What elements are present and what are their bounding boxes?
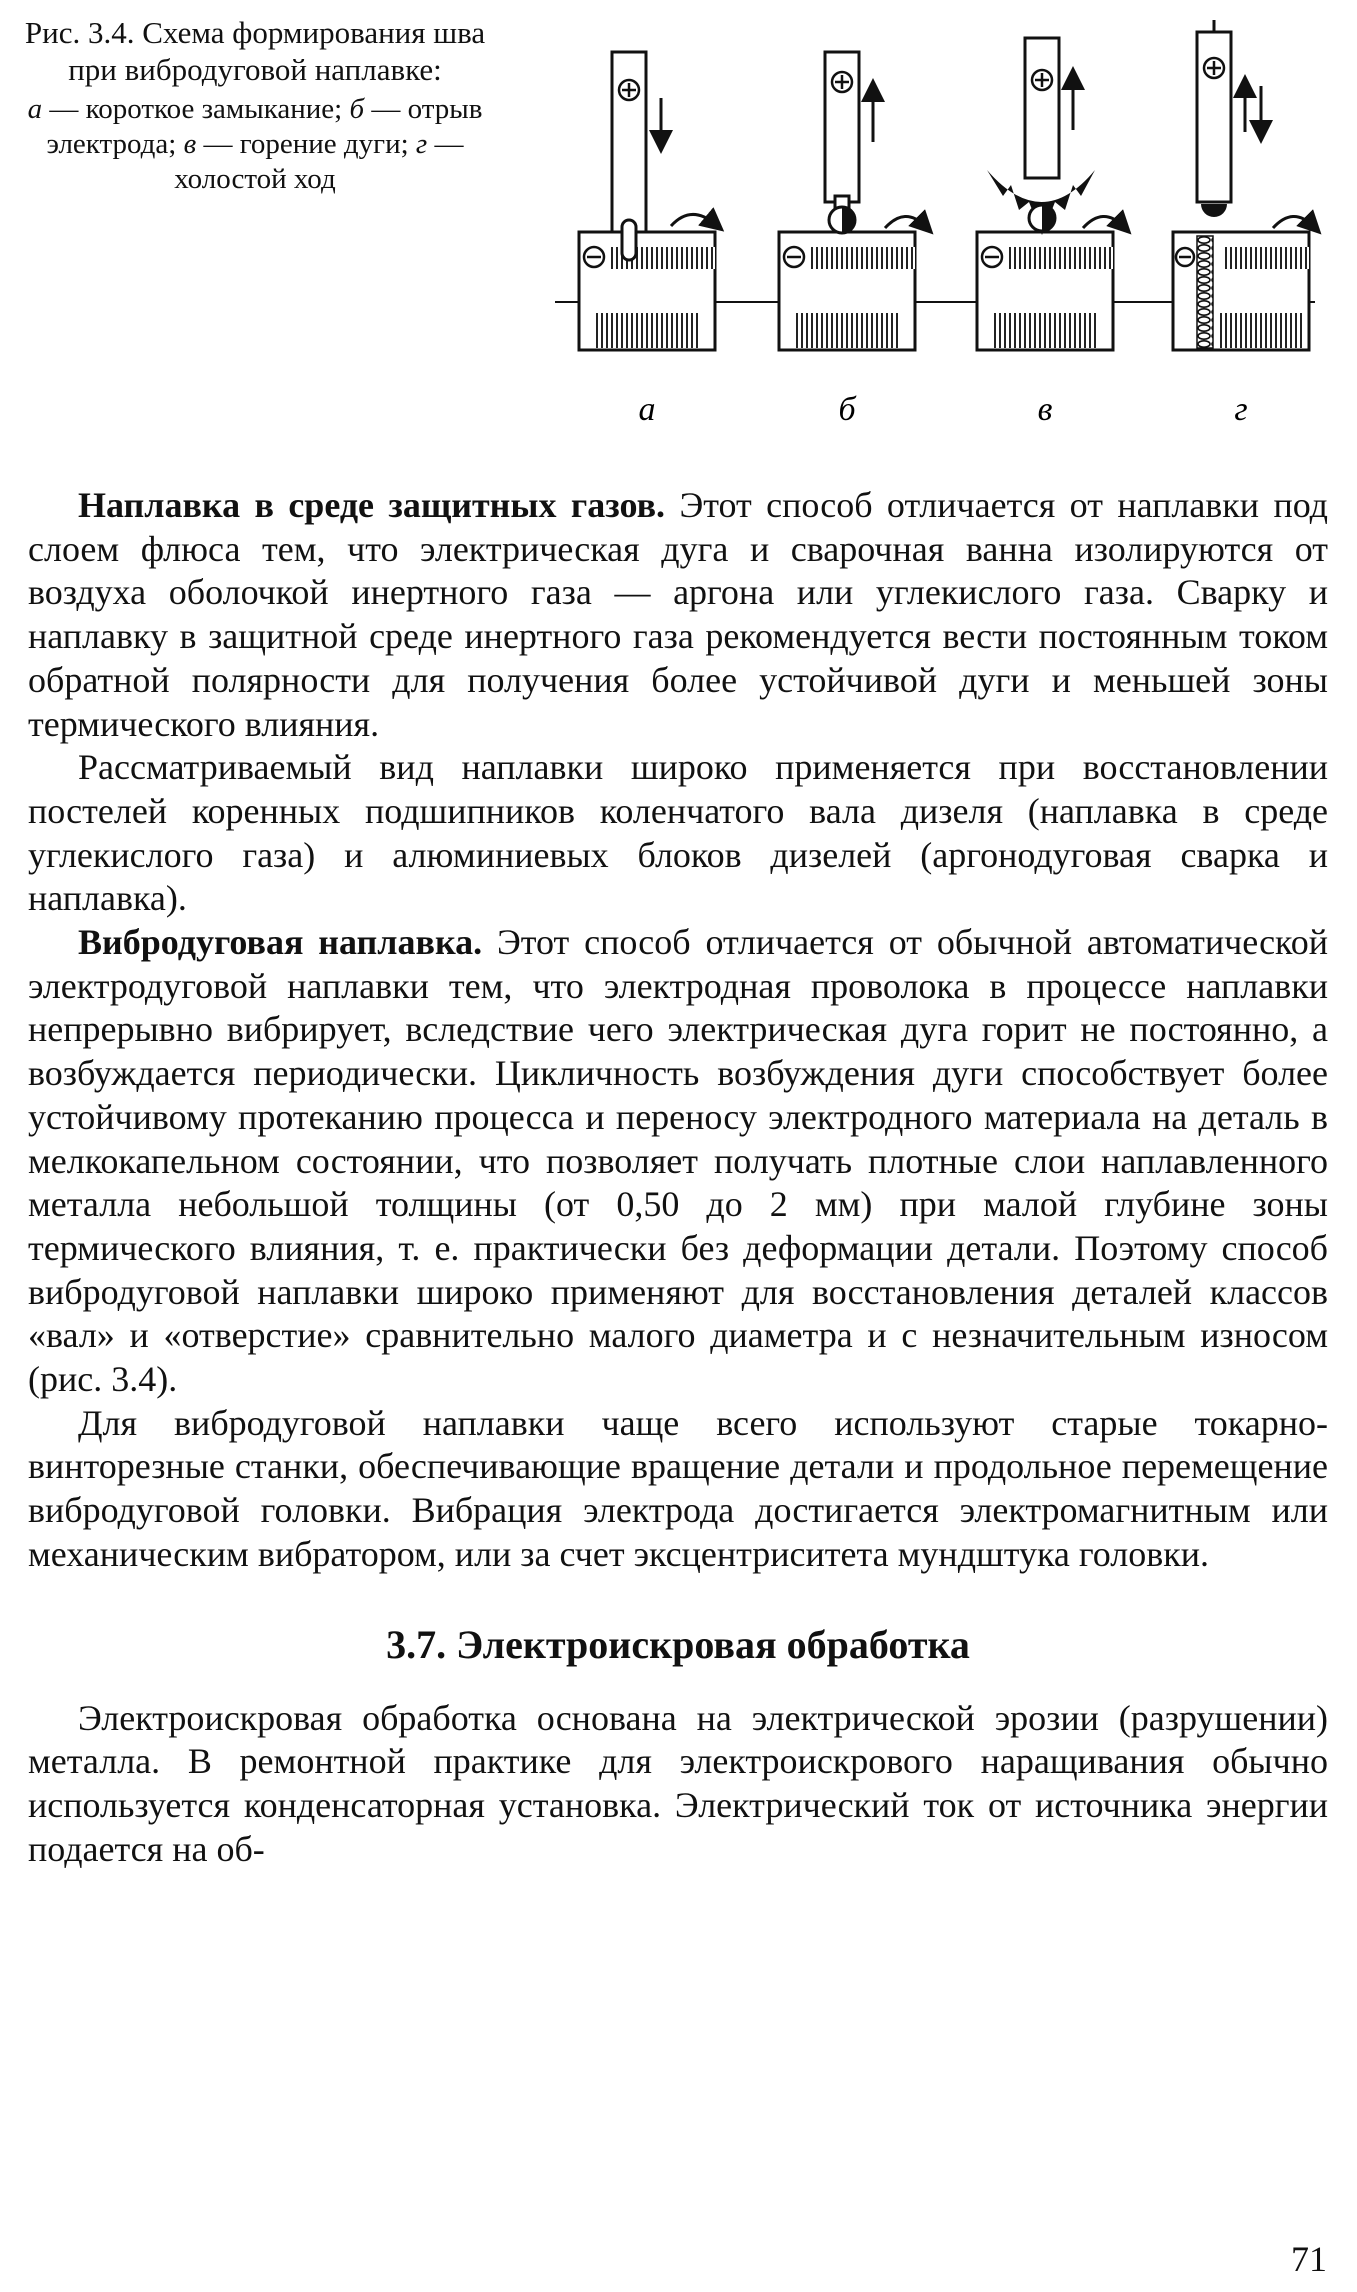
- workpiece-hatch: [595, 313, 699, 348]
- legend-text-v: — горение дуги;: [196, 128, 416, 160]
- legend-text-g: — холостой ход: [174, 128, 464, 195]
- panel-label-v: в: [1037, 391, 1053, 428]
- panel-label-b: б: [838, 391, 856, 428]
- rotation-arrow-icon: [1083, 216, 1123, 228]
- section-heading: 3.7. Электроискровая обработка: [386, 1621, 970, 1667]
- page-number: 71: [1291, 2239, 1327, 2279]
- legend-text-b: — отрыв электрода;: [46, 93, 483, 160]
- weld-bead: [1197, 236, 1213, 348]
- vibro-arc-welding-diagram: [555, 20, 1335, 440]
- lead-shielding-gas: Наплавка в среде защитных газов.: [78, 485, 666, 525]
- figure-caption-title: Рис. 3.4. Схема формирования шва при вибродуговой наплавке:: [24, 15, 486, 87]
- legend-letter-g: г: [415, 128, 428, 160]
- workpiece-hatch: [993, 313, 1097, 348]
- paragraph-text: Этот способ отличается от обычной автоматической электродуговой наплавки тем, что электродная проволока в процессе наплавки непрерывно вибрирует, вследствие чего электрическая дуга горит не постоянно, а возбуждается периодически. Цикличность возбуждения дуги способствует более устойчивому протеканию процесса и переносу электродного материала на деталь в мелкокапельном состоянии, что позволяет получать плотные слои наплавленного металла небольшой толщины (от 0,50 до 2 мм) при малой глубине зоны термического влияния, т. е. практически без деформации детали. Поэтому способ вибродуговой наплавки широко применяют для восстановления деталей классов «вал» и «отверстие» сравнительно малого диаметра и с незначительным износом (рис. 3.4).: [28, 922, 1328, 1400]
- rotation-arrow-icon: [885, 216, 925, 228]
- diagram-svg: [555, 20, 1335, 440]
- figure-caption: [20, 14, 490, 197]
- paragraph-vibro-arc: [28, 921, 1328, 1402]
- page-body-text: [28, 484, 1328, 1871]
- workpiece-hatch: [795, 313, 899, 348]
- panel-b-electrode-separation: [779, 52, 925, 428]
- rotation-arrow-icon: [671, 214, 715, 226]
- paragraph-lathes: Для вибродуговой наплавки чаще всего используют старые токарно-винторезные станки, обеспечивающие вращение детали и продольное перемещение вибродуговой головки. Вибрация электрода достигается электромагнитным или механическим вибратором, или за счет эксцентриситета мундштука головки.: [28, 1402, 1328, 1574]
- panel-label-g: г: [1234, 391, 1248, 428]
- workpiece-hatch-top: [1007, 247, 1113, 269]
- panel-label-a: а: [638, 391, 656, 428]
- lead-vibro-arc: Вибродуговая наплавка.: [78, 922, 483, 963]
- panel-v-arc-burning: [977, 38, 1123, 428]
- electrode-wire: [622, 220, 636, 260]
- legend-letter-b: б: [349, 93, 365, 125]
- paragraph-electrospark: Электроискровая обработка основана на электрической эрозии (разрушении) металла. В ремонтной практике для электроискрового наращивания обычно используется конденсаторная установка. Электрический ток от источника энергии подается на об-: [28, 1697, 1328, 1869]
- paragraph-text: Этот способ отличается от наплавки под слоем флюса тем, что электрическая дуга и сварочная ванна изолируются от воздуха оболочкой инертного газа — аргона или углекислого газа. Сварку и наплавку в защитной среде инертного газа рекомендуется вести постоянным током обратной полярности для получения более устойчивой дуги и меньшей зоны термического влияния.: [28, 485, 1328, 744]
- workpiece-hatch-top: [809, 247, 915, 269]
- workpiece-hatch-top: [1225, 247, 1309, 269]
- legend-letter-v: в: [183, 128, 197, 160]
- panel-g-idle-run: [1173, 20, 1313, 428]
- rotation-arrow-icon: [1273, 216, 1313, 228]
- electrode-holder: [1025, 38, 1059, 178]
- electrode-tip: [1201, 204, 1227, 217]
- workpiece-hatch: [1217, 313, 1303, 348]
- legend-text-a: — короткое замыкание;: [42, 93, 350, 125]
- figure-caption-legend: [20, 92, 490, 197]
- legend-letter-a: а: [27, 93, 43, 125]
- paragraph-applications: Рассматриваемый вид наплавки широко применяется при восстановлении постелей коренных подшипников коленчатого вала дизеля (наплавка в среде углекислого газа) и алюминиевых блоков дизелей (аргонодуговая сварка и наплавка).: [28, 747, 1328, 919]
- paragraph-shielding-gas: [28, 484, 1328, 746]
- panel-a-short-circuit: [579, 52, 715, 428]
